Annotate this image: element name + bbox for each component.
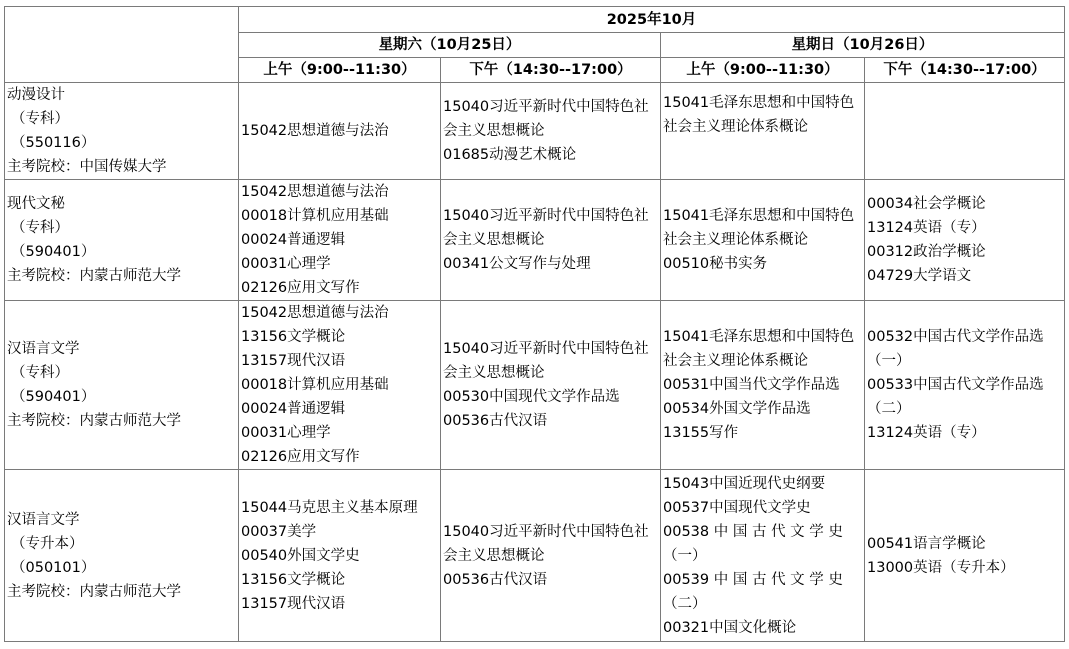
course-item: 13156文学概论 <box>241 571 346 588</box>
major-code: （590401） <box>11 389 96 405</box>
course-item: 02126应用文写作 <box>241 449 360 465</box>
exam-schedule-table <box>4 6 1065 642</box>
course-item: 00321中国文化概论 <box>663 619 797 636</box>
header-day-sunday: 星期日（10月26日） <box>661 33 1065 58</box>
course-item: 15042思想道德与法治 <box>241 184 389 200</box>
course-item: 13155写作 <box>663 425 739 441</box>
course-item: 00534外国文学作品选 <box>663 401 811 417</box>
course-item: 15040习近平新时代中国特色社 <box>443 99 649 115</box>
course-item: 00031心理学 <box>241 256 331 272</box>
course-item: 社会主义理论体系概论 <box>663 353 808 369</box>
course-item: 00024普通逻辑 <box>241 401 346 417</box>
course-item: 00018计算机应用基础 <box>241 208 389 224</box>
course-item: 00530中国现代文学作品选 <box>443 389 620 405</box>
course-item: 会主义思想概论 <box>443 232 545 248</box>
course-item: 13157现代汉语 <box>241 595 346 612</box>
course-item: 00540外国文学史 <box>241 547 360 564</box>
header-blank-cell <box>5 7 239 83</box>
course-item: 13124英语（专） <box>867 425 986 441</box>
exam-cell <box>865 301 1065 470</box>
exam-cell <box>865 470 1065 642</box>
course-item: 15042思想道德与法治 <box>241 123 389 139</box>
course-item: 00541语言学概论 <box>867 535 986 552</box>
course-item: 13156文学概论 <box>241 329 346 345</box>
course-item: 00312政治学概论 <box>867 244 986 260</box>
course-item: 15040习近平新时代中国特色社 <box>443 341 649 357</box>
major-cell <box>5 180 239 301</box>
course-item: （一） <box>663 547 707 564</box>
table-row <box>5 180 1065 301</box>
course-item: 15040习近平新时代中国特色社 <box>443 523 649 540</box>
course-item: 社会主义理论体系概论 <box>663 232 808 248</box>
header-session-sat-pm: 下午（14:30--17:00） <box>441 58 661 83</box>
header-row-month <box>5 7 1065 33</box>
exam-cell <box>661 83 865 180</box>
course-item: 00532中国古代文学作品选 <box>867 329 1044 345</box>
header-session-sat-am: 上午（9:00--11:30） <box>239 58 441 83</box>
major-name: 汉语言文学 <box>7 341 80 357</box>
exam-cell <box>239 470 441 642</box>
table-row <box>5 83 1065 180</box>
course-item: 01685动漫艺术概论 <box>443 147 577 163</box>
major-level: （专科） <box>11 365 69 381</box>
course-item: 00341公文写作与处理 <box>443 256 591 272</box>
course-item: 会主义思想概论 <box>443 123 545 139</box>
course-item: 13000英语（专升本） <box>867 559 1015 576</box>
major-cell <box>5 301 239 470</box>
course-item: 会主义思想概论 <box>443 365 545 381</box>
course-item: 00034社会学概论 <box>867 196 986 212</box>
course-item: 04729大学语文 <box>867 268 972 284</box>
major-school: 主考院校：内蒙古师范大学 <box>7 583 181 600</box>
exam-cell <box>661 301 865 470</box>
exam-cell <box>441 301 661 470</box>
table-row <box>5 301 1065 470</box>
header-session-sun-pm: 下午（14:30--17:00） <box>865 58 1065 83</box>
exam-cell <box>239 301 441 470</box>
exam-cell <box>441 180 661 301</box>
major-school: 主考院校：内蒙古师范大学 <box>7 413 181 429</box>
course-item: （二） <box>867 401 911 417</box>
table-row <box>5 470 1065 642</box>
course-item: 15041毛泽东思想和中国特色 <box>663 208 855 224</box>
major-code: （590401） <box>11 244 96 260</box>
course-item: 02126应用文写作 <box>241 280 360 296</box>
exam-cell <box>661 180 865 301</box>
course-item: 会主义思想概论 <box>443 547 545 564</box>
course-item: 00037美学 <box>241 523 317 540</box>
course-item: 15041毛泽东思想和中国特色 <box>663 95 855 111</box>
header-session-sun-am: 上午（9:00--11:30） <box>661 58 865 83</box>
exam-cell <box>239 83 441 180</box>
major-school: 主考院校：中国传媒大学 <box>7 159 167 175</box>
major-code: （550116） <box>11 135 96 151</box>
major-level: （专升本） <box>11 535 84 552</box>
header-day-saturday: 星期六（10月25日） <box>239 33 661 58</box>
course-item: （一） <box>867 353 911 369</box>
course-item: 13124英语（专） <box>867 220 986 236</box>
major-name: 现代文秘 <box>7 196 65 212</box>
major-name: 动漫设计 <box>7 87 65 103</box>
header-month: 2025年10月 <box>239 7 1065 33</box>
course-item: 15043中国近现代史纲要 <box>663 475 826 492</box>
exam-cell <box>441 470 661 642</box>
course-item: 00533中国古代文学作品选 <box>867 377 1044 393</box>
exam-cell <box>441 83 661 180</box>
exam-cell <box>239 180 441 301</box>
course-item: 00531中国当代文学作品选 <box>663 377 840 393</box>
course-item: 15041毛泽东思想和中国特色 <box>663 329 855 345</box>
course-item: 15044马克思主义基本原理 <box>241 499 418 516</box>
course-item: 00538 中 国 古 代 文 学 史 <box>663 523 843 540</box>
major-cell <box>5 83 239 180</box>
course-item: 00018计算机应用基础 <box>241 377 389 393</box>
course-item: 00510秘书实务 <box>663 256 768 272</box>
exam-cell <box>661 470 865 642</box>
exam-cell <box>865 180 1065 301</box>
course-item: 社会主义理论体系概论 <box>663 119 808 135</box>
course-item: 00536古代汉语 <box>443 571 548 588</box>
course-item: 00031心理学 <box>241 425 331 441</box>
course-item: 00539 中 国 古 代 文 学 史 <box>663 571 843 588</box>
major-cell <box>5 470 239 642</box>
course-item: 00024普通逻辑 <box>241 232 346 248</box>
course-item: 13157现代汉语 <box>241 353 346 369</box>
major-level: （专科） <box>11 111 69 127</box>
course-item: 15042思想道德与法治 <box>241 305 389 321</box>
course-item: 15040习近平新时代中国特色社 <box>443 208 649 224</box>
course-item: 00536古代汉语 <box>443 413 548 429</box>
major-code: （050101） <box>11 559 96 576</box>
exam-cell <box>865 83 1065 180</box>
major-school: 主考院校：内蒙古师范大学 <box>7 268 181 284</box>
course-item: （二） <box>663 595 707 612</box>
course-item: 00537中国现代文学史 <box>663 499 811 516</box>
major-name: 汉语言文学 <box>7 511 80 528</box>
major-level: （专科） <box>11 220 69 236</box>
